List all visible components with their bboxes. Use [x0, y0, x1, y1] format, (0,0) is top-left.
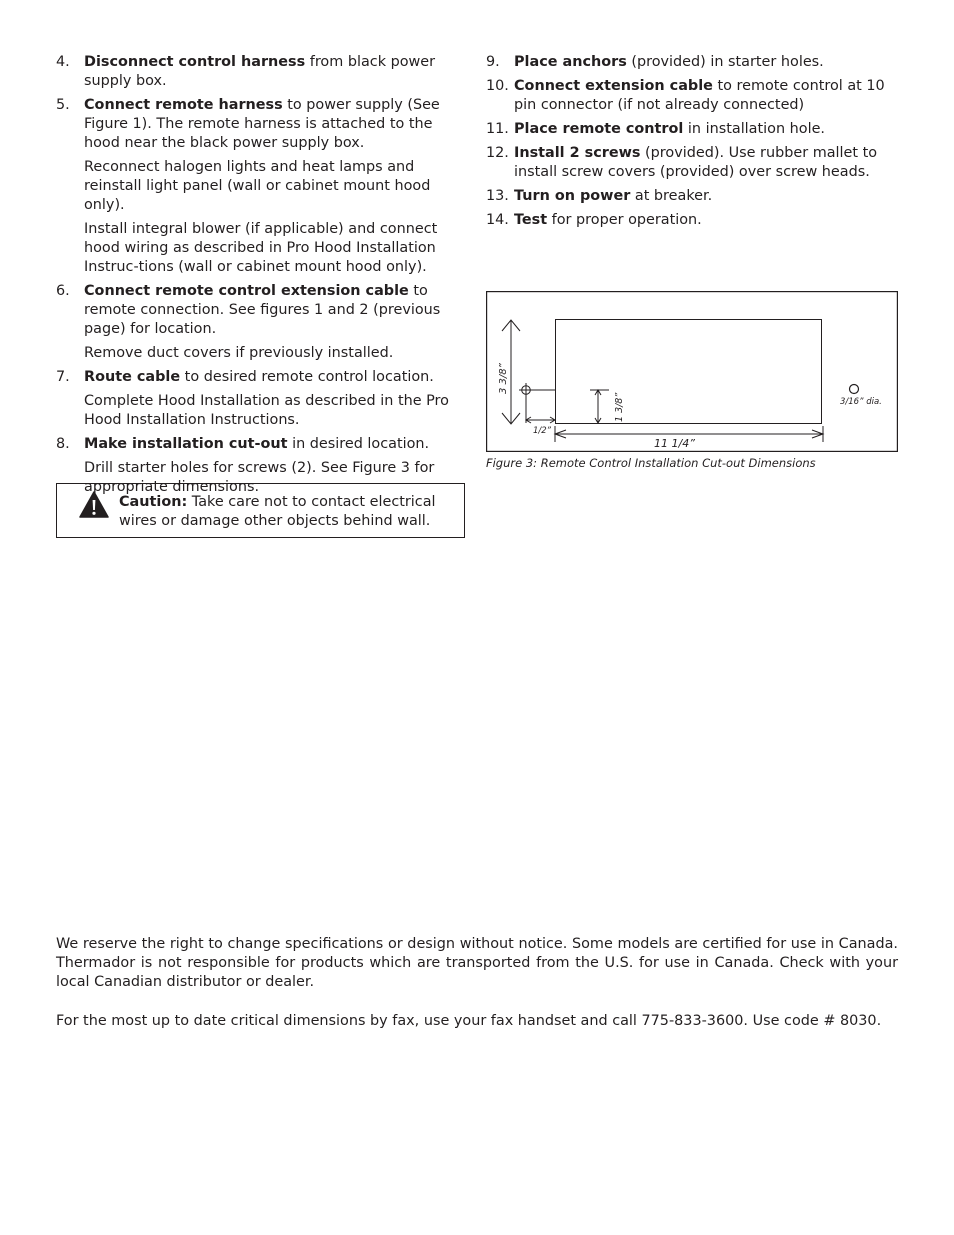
step-text: (provided) in starter holes.	[626, 54, 824, 70]
cutout-rectangle	[556, 320, 822, 424]
step-text: (provided). Use rubber mallet to install screw covers (provided) over screw heads.	[514, 145, 878, 180]
step-title: Connect extension cable	[514, 78, 713, 94]
step-number: 7.	[56, 369, 70, 385]
step-number: 13.	[486, 188, 509, 204]
step-number: 9.	[486, 54, 500, 70]
step-title: Place anchors	[514, 54, 627, 70]
step-text: to desired remote control location.	[180, 369, 434, 385]
step-text: in installation hole.	[683, 121, 825, 137]
left-instructions-column	[56, 53, 468, 502]
hole-diameter-label: 3/16” dia.	[840, 397, 882, 407]
caution-text	[119, 493, 454, 531]
figure-caption: Figure 3: Remote Control Installation Cut-out Dimensions	[486, 456, 816, 470]
step-title: Disconnect control harness	[84, 54, 306, 70]
step-5	[56, 96, 468, 277]
step-13	[486, 187, 898, 206]
step-text: to remote control at 10 pin connector (if not already connected)	[514, 78, 885, 113]
warning-icon	[79, 491, 109, 518]
step-title: Make installation cut-out	[84, 436, 288, 452]
footer-disclaimer: We reserve the right to change specifications or design without notice. Some models are certified for use in Canada. Thermador is not responsible for products which are transported from the U.S. for use in Canada. Check with your local Canadian distributor or dealer.	[56, 936, 898, 990]
step-title: Connect remote control extension cable	[84, 283, 409, 299]
caution-message: Take care not to contact electrical wires or damage other objects behind wall.	[119, 494, 436, 529]
step-14	[486, 211, 898, 230]
step-11	[486, 120, 898, 139]
step-number: 8.	[56, 436, 70, 452]
step-6	[56, 282, 468, 363]
small-hole-marker	[850, 385, 859, 394]
step-text: at breaker.	[630, 188, 713, 204]
caution-label: Caution:	[119, 494, 188, 510]
footer-fax-note: For the most up to date critical dimensions by fax, use your fax handset and call 775-833-3600. Use code # 8030.	[56, 1013, 882, 1029]
step-note: Complete Hood Installation as described in the Pro Hood Installation Instructions.	[84, 393, 449, 428]
step-note: Reconnect halogen lights and heat lamps and reinstall light panel (wall or cabinet mount hood only).	[84, 159, 431, 213]
step-9	[486, 53, 898, 72]
step-text: in desired location.	[287, 436, 430, 452]
cutout-dimensions-figure	[486, 291, 898, 452]
step-title: Turn on power	[514, 188, 631, 204]
step-7	[56, 368, 468, 430]
step-number: 14.	[486, 212, 509, 228]
step-title: Route cable	[84, 369, 181, 385]
step-4	[56, 53, 468, 91]
step-12	[486, 144, 898, 182]
step-text: for proper operation.	[547, 212, 702, 228]
step-number: 4.	[56, 54, 70, 70]
caution-box	[56, 483, 465, 538]
cutout-diagram	[486, 291, 898, 452]
step-note: Remove duct covers if previously installed.	[84, 345, 394, 361]
step-number: 10.	[486, 78, 509, 94]
step-title: Test	[514, 212, 548, 228]
step-number: 6.	[56, 283, 70, 299]
height-dimension-label: 3 3/8”	[498, 363, 509, 394]
step-note: Drill starter holes for screws (2). See Figure 3 for appropriate dimensions.	[84, 460, 435, 495]
offset-h-dimension-label: 1/2”	[533, 426, 552, 436]
step-number: 12.	[486, 145, 509, 161]
step-title: Install 2 screws	[514, 145, 641, 161]
step-10	[486, 77, 898, 115]
step-text: to remote connection. See figures 1 and 2 (previous page) for location.	[84, 283, 441, 337]
right-instructions-column	[486, 53, 898, 235]
step-number: 5.	[56, 97, 70, 113]
step-note: Install integral blower (if applicable) and connect hood wiring as described in Pro Hood Installation Instruc-tions (wall or cabinet mount hood only).	[84, 221, 438, 275]
width-dimension-label: 11 1/4”	[654, 437, 695, 450]
offset-v-dimension-label: 1 3/8”	[614, 392, 625, 422]
step-title: Connect remote harness	[84, 97, 283, 113]
step-text: from black power supply box.	[84, 54, 436, 89]
step-number: 11.	[486, 121, 509, 137]
step-text: to power supply (See Figure 1). The remote harness is attached to the hood near the black power supply box.	[84, 97, 440, 151]
footer-notes	[56, 935, 898, 1051]
step-title: Place remote control	[514, 121, 684, 137]
